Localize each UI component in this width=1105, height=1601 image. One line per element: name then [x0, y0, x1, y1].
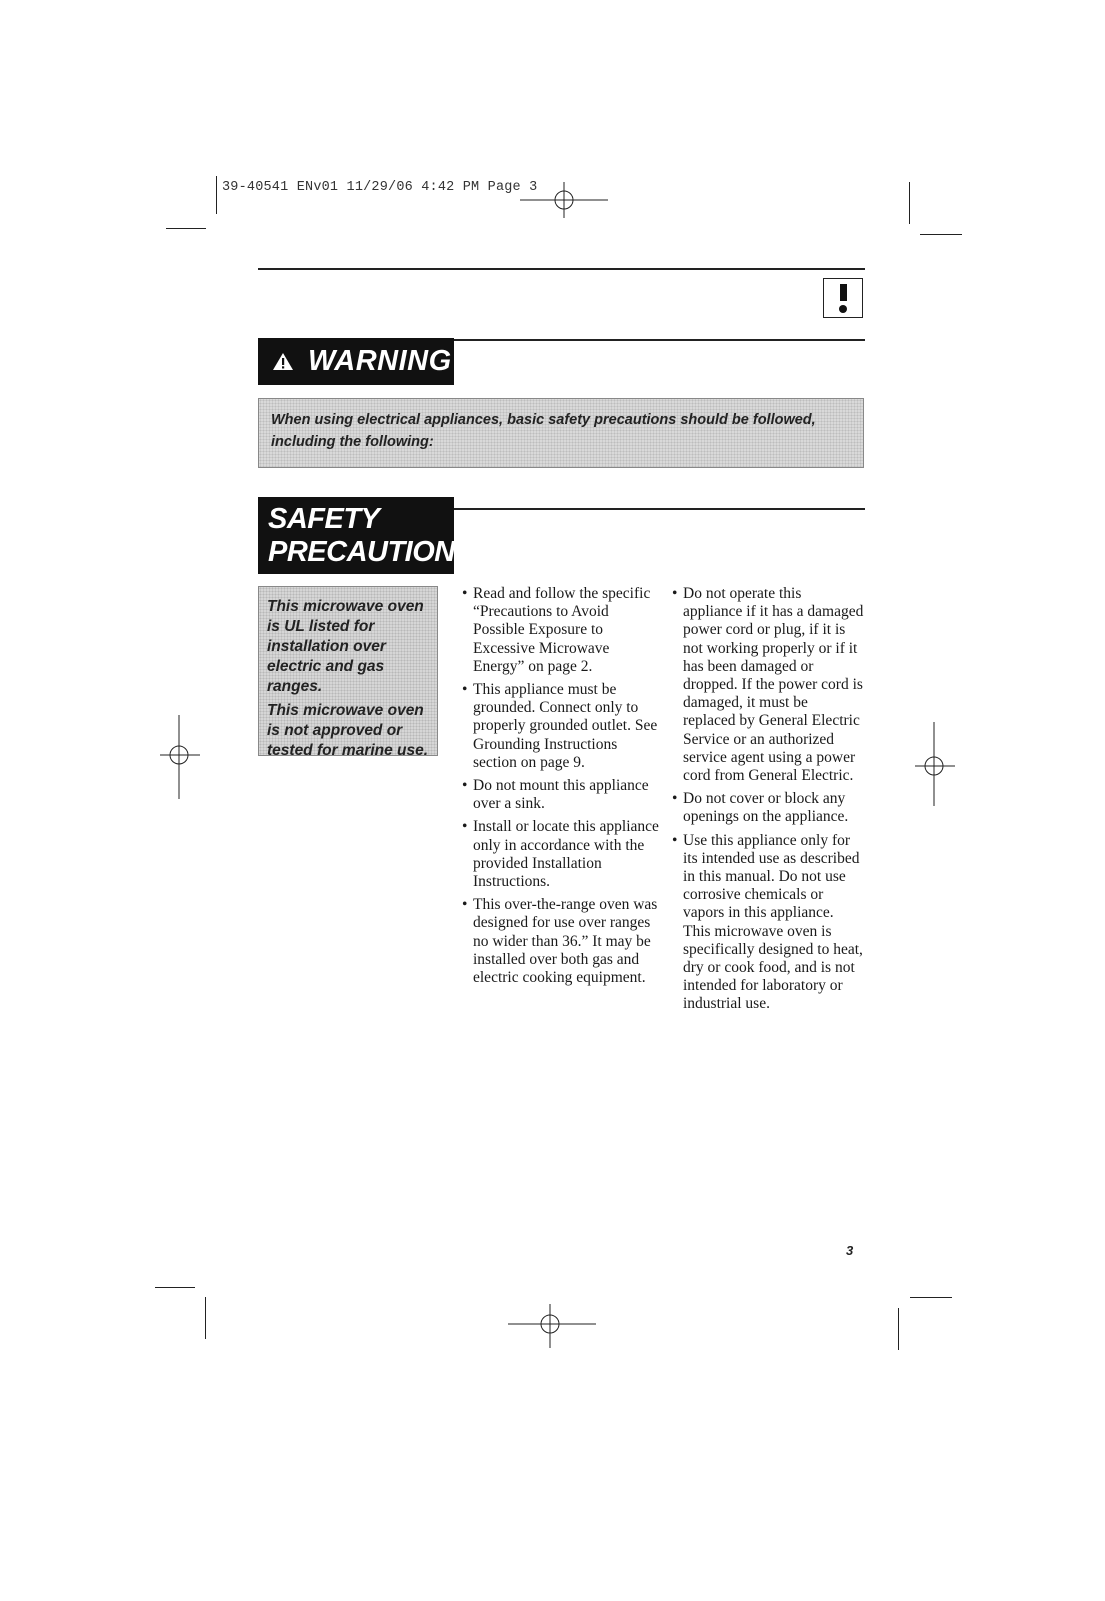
- safety-title-line1: SAFETY: [268, 503, 380, 535]
- crop-mark: [155, 1287, 195, 1288]
- warning-intro: When using electrical appliances, basic safety precautions should be followed, including the following:: [258, 398, 864, 468]
- page-number: 3: [846, 1243, 854, 1258]
- safety-title-line2: PRECAUTIONS: [268, 536, 474, 568]
- bullet: •: [672, 585, 678, 602]
- warning-rule: [454, 339, 865, 341]
- list-item: • Use this appliance only for its intended use as described in this manual. Do not use corrosive chemicals or vapors in this appliance. This microwave oven is specifically designed to heat, dry or cook food, and is not intended for laboratory or industrial use.: [672, 831, 863, 1013]
- list-item: • This appliance must be grounded. Connect only to properly grounded outlet. See Grounding Instructions section on page 9.: [462, 681, 658, 771]
- list-item: • Install or locate this appliance only in accordance with the provided Installation Instructions.: [462, 818, 659, 891]
- precautions-column-1: [462, 585, 662, 992]
- safety-precautions-header: [258, 497, 474, 574]
- registration-mark-icon: [913, 722, 957, 807]
- registration-mark-icon: [520, 180, 610, 220]
- crop-mark: [205, 1297, 206, 1339]
- safety-rule: [454, 508, 865, 510]
- crop-mark: [166, 228, 206, 229]
- list-item: • Do not mount this appliance over a sink.: [462, 777, 649, 813]
- top-rule: [258, 268, 865, 270]
- list-item: • Read and follow the specific “Precautions to Avoid Possible Exposure to Excessive Microwave Energy” on page 2.: [462, 585, 651, 675]
- bullet: •: [462, 896, 468, 914]
- registration-mark-icon: [158, 715, 202, 800]
- bullet: •: [672, 831, 678, 849]
- bullet: •: [672, 790, 678, 808]
- warning-header: [258, 338, 454, 385]
- crop-mark: [910, 1297, 952, 1298]
- warning-title: WARNING: [308, 345, 452, 377]
- bullet: •: [462, 681, 468, 699]
- exclamation-icon: [823, 278, 863, 318]
- precautions-column-2: [672, 585, 864, 1019]
- bullet: •: [462, 585, 468, 602]
- registration-mark-icon: [508, 1300, 598, 1350]
- crop-mark: [898, 1308, 899, 1350]
- side-note: This microwave oven is not approved or tested for marine use.: [267, 702, 429, 759]
- crop-mark: [920, 234, 962, 235]
- list-item: • Do not operate this appliance if it has a damaged power cord or plug, if it is not working properly or if it has been damaged or dropped. If the power cord is damaged, it must be replaced by General Electric Service or an authorized service agent using a power cord from General Electric.: [672, 585, 864, 785]
- list-item: • Do not cover or block any openings on the appliance.: [672, 790, 849, 826]
- warning-triangle-icon: [272, 352, 294, 371]
- bullet: •: [462, 777, 468, 795]
- list-item: • This over-the-range oven was designed for use over ranges no wider than 36.” It may be installed over both gas and electric cooking equipment.: [462, 896, 658, 987]
- bullet: •: [462, 818, 468, 836]
- side-note: This microwave oven is UL listed for installation over electric and gas ranges.: [267, 598, 424, 695]
- ul-listing-note-box: [258, 586, 438, 759]
- crop-mark: [216, 176, 217, 214]
- printer-slug: 39-40541 ENv01 11/29/06 4:42 PM Page 3: [222, 180, 538, 195]
- crop-mark: [909, 182, 910, 224]
